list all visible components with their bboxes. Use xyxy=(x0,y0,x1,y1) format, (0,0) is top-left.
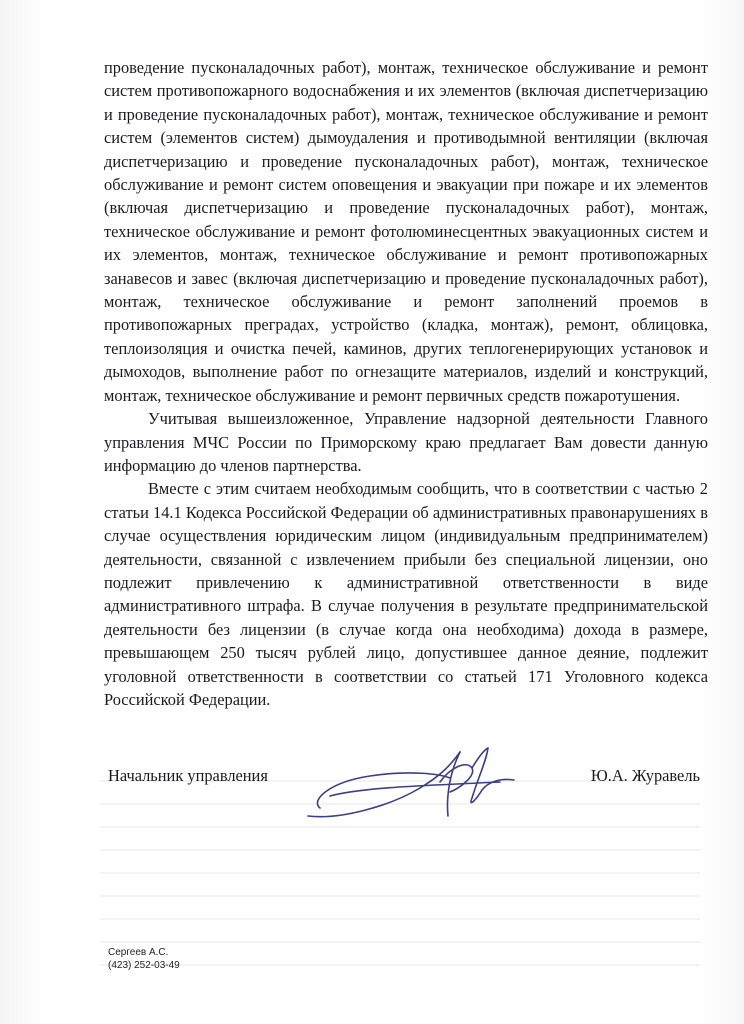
signatory-position: Начальник управления xyxy=(108,766,268,785)
executor-name: Сергеев А.С. xyxy=(108,947,169,958)
executor-phone: (423) 252-03-49 xyxy=(108,960,180,971)
letter-body xyxy=(104,56,708,711)
signatory-name: Ю.А. Журавель xyxy=(590,766,700,785)
executor-block xyxy=(108,946,180,972)
paragraph-licensed-activities: проведение пусконаладочных работ), монтаж, техническое обслуживание и ремонт систем противопожарного водоснабжения и их элементов (включая диспетчеризацию и проведение пусконаладочных работ), монтаж, техническое обслуживание и ремонт систем (элементов систем) дымоудаления и противодымной вентиляции (включая диспетчеризацию и проведение пусконаладочных работ), монтаж, техническое обслуживание и ремонт систем оповещения и эвакуации при пожаре и их элементов (включая диспетчеризацию и проведение пусконаладочных работ), монтаж, техническое обслуживание и ремонт фотолюминесцентных эвакуационных систем и их элементов, монтаж, техническое обслуживание и ремонт противопожарных занавесов и завес (включая диспетчеризацию и проведение пусконаладочных работ), монтаж, техническое обслуживание и ремонт заполнений проемов в противопожарных преградах, устройство (кладка, монтаж), ремонт, облицовка, теплоизоляция и очистка печей, каминов, других теплогенерирующих установок и дымоходов, выполнение работ по огнезащите материалов, изделий и конструкций, монтаж, техническое обслуживание и ремонт первичных средств пожаротушения. xyxy=(104,58,708,405)
paragraph-request: Учитывая вышеизложенное, Управление надзорной деятельности Главного управления МЧС России по Приморскому краю предлагает Вам довести данную информацию до членов партнерства. xyxy=(104,409,708,475)
paragraph-liability: Вместе с этим считаем необходимым сообщить, что в соответствии с частью 2 статьи 14.1 Кодекса Российской Федерации об административных правонарушениях в случае осуществления юридическим лицом (индивидуальным предпринимателем) деятельности, связанной с извлечением прибыли без специальной лицензии, оно подлежит привлечению к административной ответственности в виде административного штрафа. В случае получения в результате предпринимательской деятельности без лицензии (в случае когда она необходима) дохода в размере, превышающем 250 тысяч рублей лицо, допустившее данное деяние, подлежит уголовной ответственности в соответствии со статьей 171 Уголовного кодекса Российской Федерации. xyxy=(104,479,708,709)
signature-block xyxy=(108,766,700,792)
